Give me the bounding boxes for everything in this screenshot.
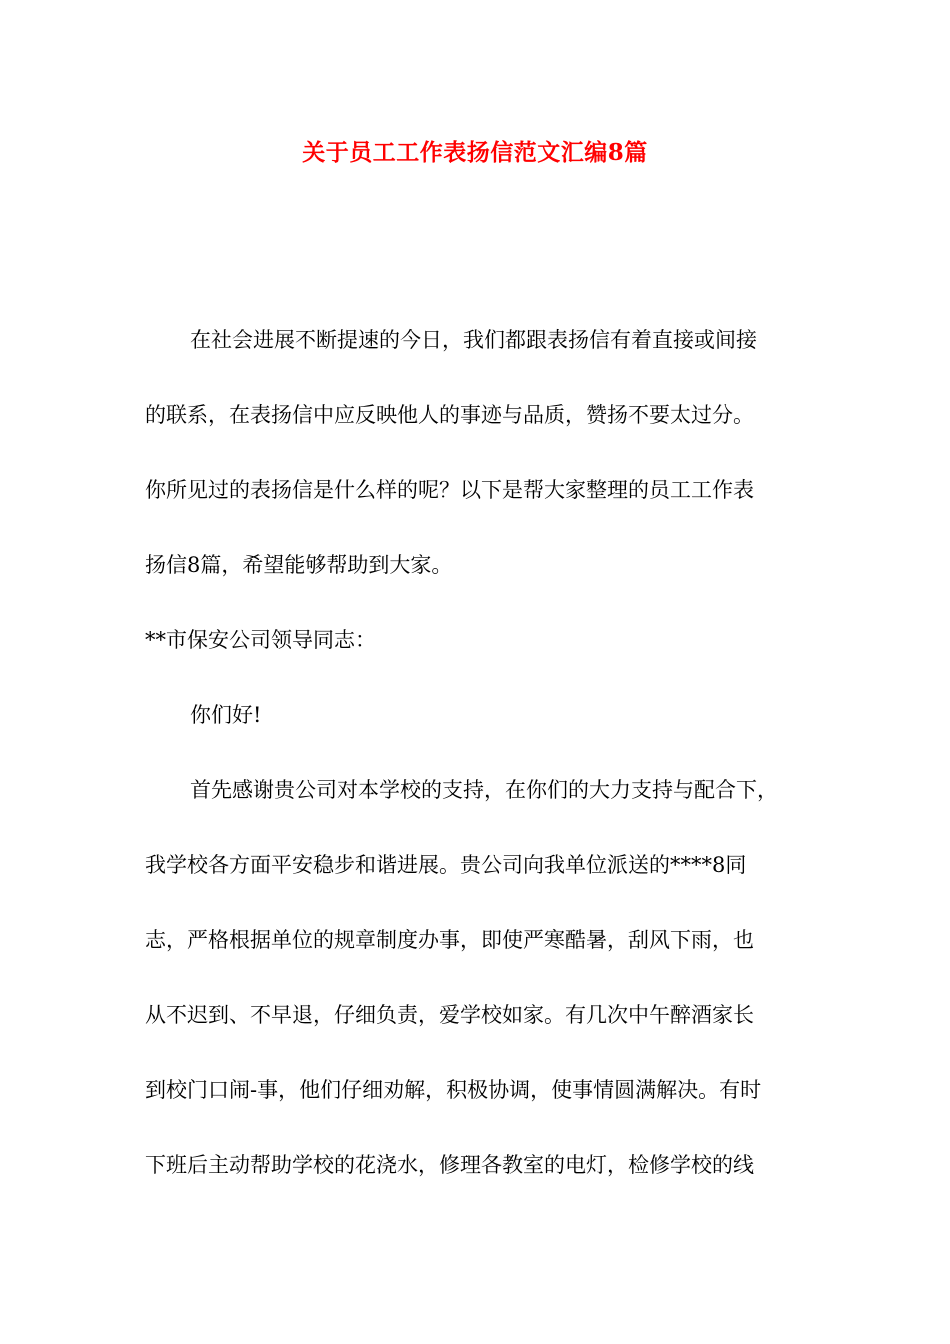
paragraph-line: 首先感谢贵公司对本学校的支持，在你们的大力支持与配合下， [190,778,778,802]
paragraph-line: 我学校各方面平安稳步和谐进展。贵公司向我单位派送的****8同 [145,853,747,877]
greeting-line: 你们好! [190,703,262,727]
paragraph-line: 从不迟到、不早退，仔细负责，爱学校如家。有几次中午醉酒家长 [145,1003,754,1027]
paragraph-line: 到校门口闹-事，他们仔细劝解，积极协调，使事情圆满解决。有时 [145,1078,762,1102]
paragraph-line: 在社会进展不断提速的今日，我们都跟表扬信有着直接或间接 [190,328,757,352]
paragraph-line: 你所见过的表扬信是什么样的呢？以下是帮大家整理的员工工作表 [145,478,754,502]
paragraph-line: 志，严格根据单位的规章制度办事，即使严寒酷暑，刮风下雨，也 [145,928,754,952]
paragraph-line: 下班后主动帮助学校的花浇水，修理各教室的电灯，检修学校的线 [145,1153,754,1177]
salutation-line: **市保安公司领导同志： [145,628,376,652]
paragraph-line: 扬信8篇，希望能够帮助到大家。 [145,553,453,577]
paragraph-line: 的联系，在表扬信中应反映他人的事迹与品质，赞扬不要太过分。 [145,403,754,427]
document-title: 关于员工工作表扬信范文汇编8篇 [302,139,648,166]
